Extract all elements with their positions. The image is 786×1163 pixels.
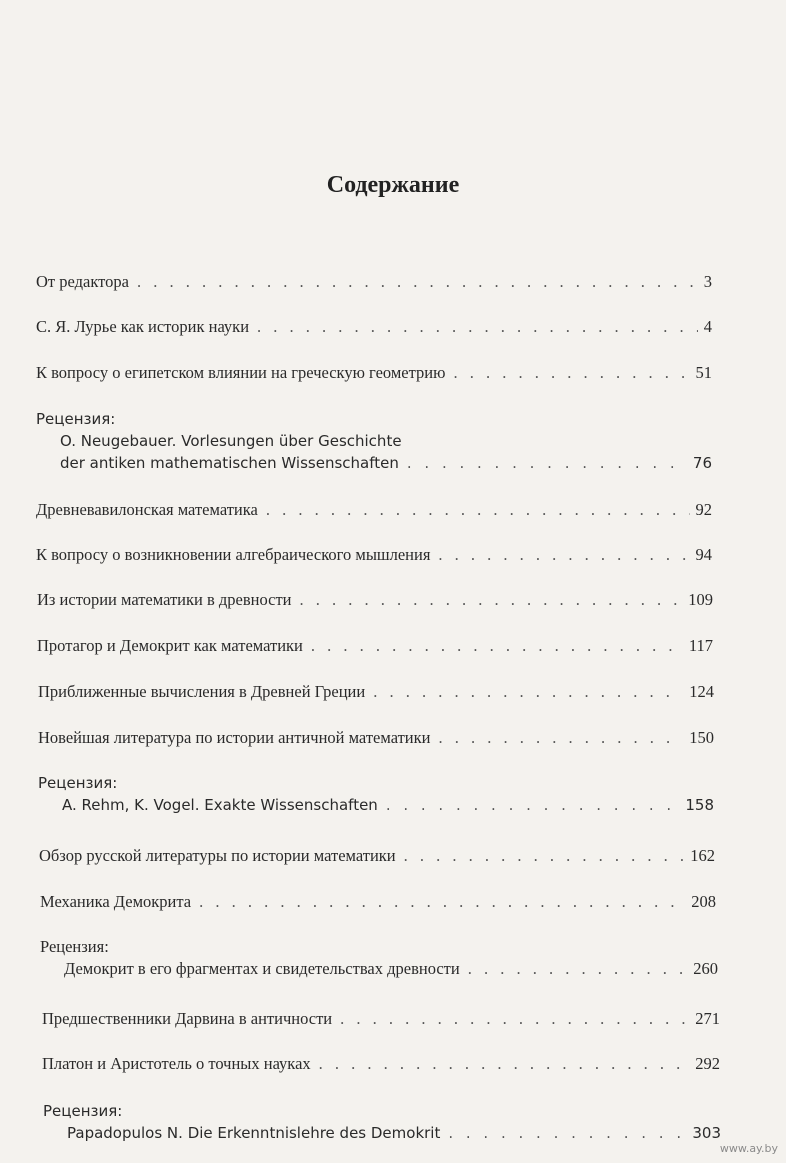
- toc-entry: [42, 1008, 720, 1030]
- toc-entry-review: [36, 408, 712, 474]
- toc-entry: [37, 635, 713, 657]
- review-label: Рецензия:: [40, 937, 109, 956]
- entry-title: К вопросу о египетском влиянии на греческую геометрию: [36, 363, 446, 382]
- toc-entry: [38, 727, 714, 749]
- toc-entry: [36, 316, 712, 338]
- page-number: 303: [692, 1124, 721, 1142]
- entry-title: От редактора: [36, 272, 129, 291]
- entry-title: A. Rehm, K. Vogel. Exakte Wissenschaften: [62, 796, 378, 814]
- page-number: 208: [691, 892, 716, 911]
- toc-entry: [36, 499, 712, 521]
- dot-leader: [438, 727, 683, 749]
- toc-entry: [39, 845, 715, 867]
- dot-leader: [438, 544, 689, 566]
- entry-title: Демокрит в его фрагментах и свидетельствах древности: [64, 959, 460, 978]
- entry-title: С. Я. Лурье как историк науки: [36, 317, 250, 336]
- dot-leader: [199, 891, 685, 913]
- page-number: 292: [695, 1054, 720, 1073]
- toc-entry-review: [43, 1100, 721, 1144]
- dot-leader: [448, 1122, 686, 1144]
- dot-leader: [266, 499, 690, 521]
- entry-title: Из истории математики в древности: [37, 590, 292, 609]
- entry-title: Обзор русской литературы по истории математики: [39, 846, 396, 865]
- entry-title: Papadopulos N. Die Erkenntnislehre des Demokrit: [67, 1124, 441, 1142]
- entry-title: Новейшая литература по истории античной математики: [38, 728, 431, 747]
- page-number: 260: [693, 959, 718, 978]
- dot-leader: [300, 589, 683, 611]
- page-number: 3: [703, 272, 712, 291]
- page-number: 158: [685, 796, 714, 814]
- toc-entry: [37, 589, 713, 611]
- dot-leader: [340, 1008, 689, 1030]
- page-number: 124: [689, 682, 714, 701]
- page-number: 94: [695, 545, 712, 564]
- dot-leader: [319, 1053, 690, 1075]
- toc-entry: [36, 544, 712, 566]
- page-number: 150: [689, 728, 714, 747]
- dot-leader: [311, 635, 683, 657]
- entry-title: Механика Демокрита: [40, 892, 192, 911]
- page-number: 76: [692, 454, 712, 472]
- dot-leader: [137, 271, 698, 293]
- page-number: 51: [695, 363, 712, 382]
- review-label: Рецензия:: [36, 410, 116, 428]
- toc-entry: [36, 362, 712, 384]
- page-number: 117: [688, 636, 713, 655]
- dot-leader: [373, 681, 683, 703]
- page-number: 271: [695, 1009, 720, 1028]
- entry-title: Предшественники Дарвина в античности: [42, 1009, 333, 1028]
- review-label: Рецензия:: [38, 774, 118, 792]
- toc-entry-review: [38, 772, 714, 816]
- entry-title: Протагор и Демокрит как математики: [37, 636, 303, 655]
- toc-entry: [40, 891, 716, 913]
- review-label: Рецензия:: [43, 1102, 123, 1120]
- entry-title: Платон и Аристотель о точных науках: [42, 1054, 311, 1073]
- page-number: 92: [695, 500, 712, 519]
- toc-entry-review: [40, 936, 718, 980]
- dot-leader: [404, 845, 685, 867]
- entry-title: Древневавилонская математика: [36, 500, 258, 519]
- dot-leader: [407, 452, 687, 474]
- entry-title-line: O. Neugebauer. Vorlesungen über Geschichte: [60, 432, 402, 450]
- dot-leader: [468, 958, 688, 980]
- toc-entry: [42, 1053, 720, 1075]
- page-number: 162: [690, 846, 715, 865]
- page-number: 109: [688, 590, 713, 609]
- toc-entry: [38, 681, 714, 703]
- toc-entry: [36, 271, 712, 293]
- watermark: www.ay.by: [719, 1142, 778, 1155]
- entry-title: der antiken mathematischen Wissenschaften: [60, 454, 399, 472]
- entry-title: Приближенные вычисления в Древней Греции: [38, 682, 366, 701]
- dot-leader: [453, 362, 689, 384]
- entry-title: К вопросу о возникновении алгебраического мышления: [36, 545, 431, 564]
- page-number: 4: [703, 317, 712, 336]
- dot-leader: [386, 794, 680, 816]
- dot-leader: [257, 316, 698, 338]
- page-title: Содержание: [326, 172, 460, 198]
